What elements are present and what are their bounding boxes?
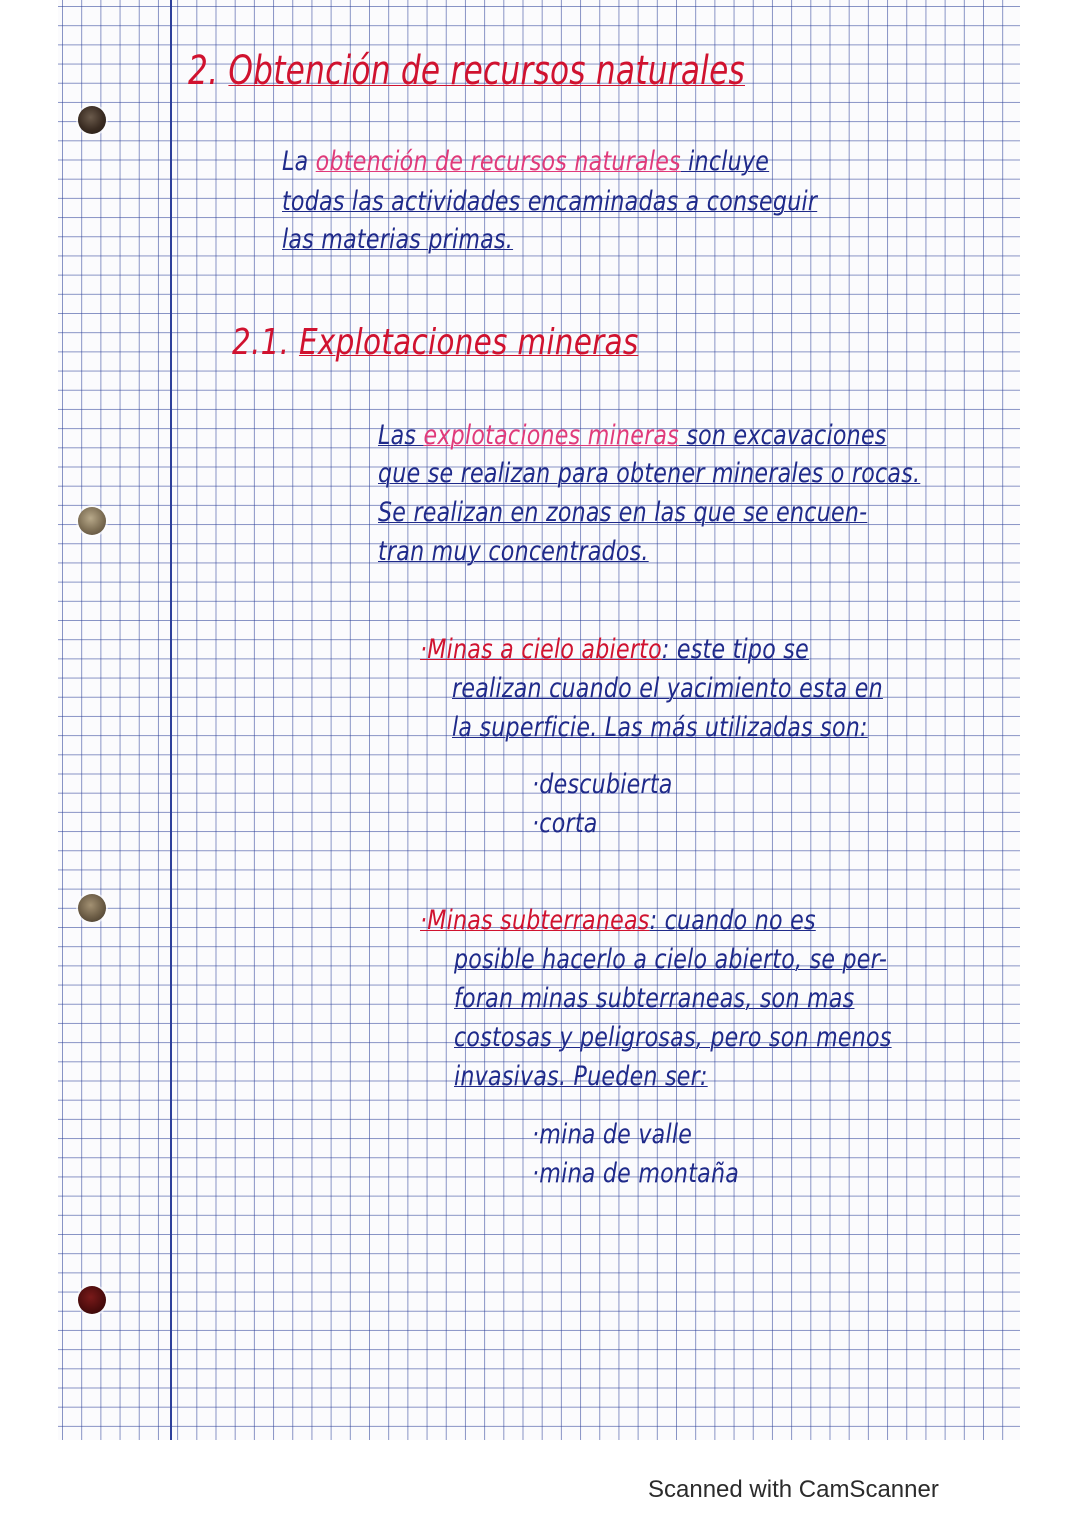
open-pit-line-1 [420,634,809,665]
key-term: explotaciones mineras [423,420,680,451]
underground-text: : cuando no es [649,905,816,936]
open-pit-line-2: realizan cuando el yacimiento esta en [452,673,883,704]
intro-line-1 [282,146,769,177]
mining-line-2: que se realizan para obtener minerales o rocas. [378,458,921,489]
intro-text: La [282,146,316,177]
underground-line-4: costosas y peligrosas, pero son menos [454,1022,892,1053]
punch-hole-3 [78,894,106,922]
open-pit-item: ·corta [532,808,598,839]
open-pit-text: : este tipo se [661,634,809,665]
underground-line-5: invasivas. Pueden ser: [454,1061,708,1092]
intro-line-3: las materias primas. [282,224,514,255]
section-number: 2. [188,48,219,94]
punch-hole-1 [78,106,106,134]
mining-text: Las [378,420,424,451]
intro-text: incluye [680,146,770,177]
punch-hole-2 [78,507,106,535]
punch-hole-4 [78,1286,106,1314]
open-pit-item: ·descubierta [532,769,673,800]
underground-line-1 [420,905,816,936]
subsection-title: Explotaciones mineras [298,322,639,363]
subsection-number: 2.1. [232,322,290,363]
mining-line-3: Se realizan en zonas en las que se encuen- [378,497,868,528]
underground-item: ·mina de valle [532,1119,693,1150]
mining-text: son excavaciones [679,420,887,451]
open-pit-term: ·Minas a cielo abierto [420,634,662,665]
underground-line-2: posible hacerlo a cielo abierto, se per- [454,944,888,975]
key-term: obtención de recursos naturales [315,146,681,177]
mining-line-4: tran muy concentrados. [378,536,649,567]
underground-item: ·mina de montaña [532,1158,740,1189]
margin-line [170,0,172,1440]
mining-line-1 [378,420,887,451]
intro-line-2: todas las actividades encaminadas a conseguir [282,186,818,217]
underground-line-3: foran minas subterraneas, son mas [454,983,855,1014]
section-title: Obtención de recursos naturales [228,48,745,94]
open-pit-line-3: la superficie. Las más utilizadas son: [452,712,868,743]
section-heading [188,48,745,94]
underground-term: ·Minas subterraneas [420,905,650,936]
scanner-watermark: Scanned with CamScanner [648,1476,939,1503]
subsection-heading [232,322,638,363]
